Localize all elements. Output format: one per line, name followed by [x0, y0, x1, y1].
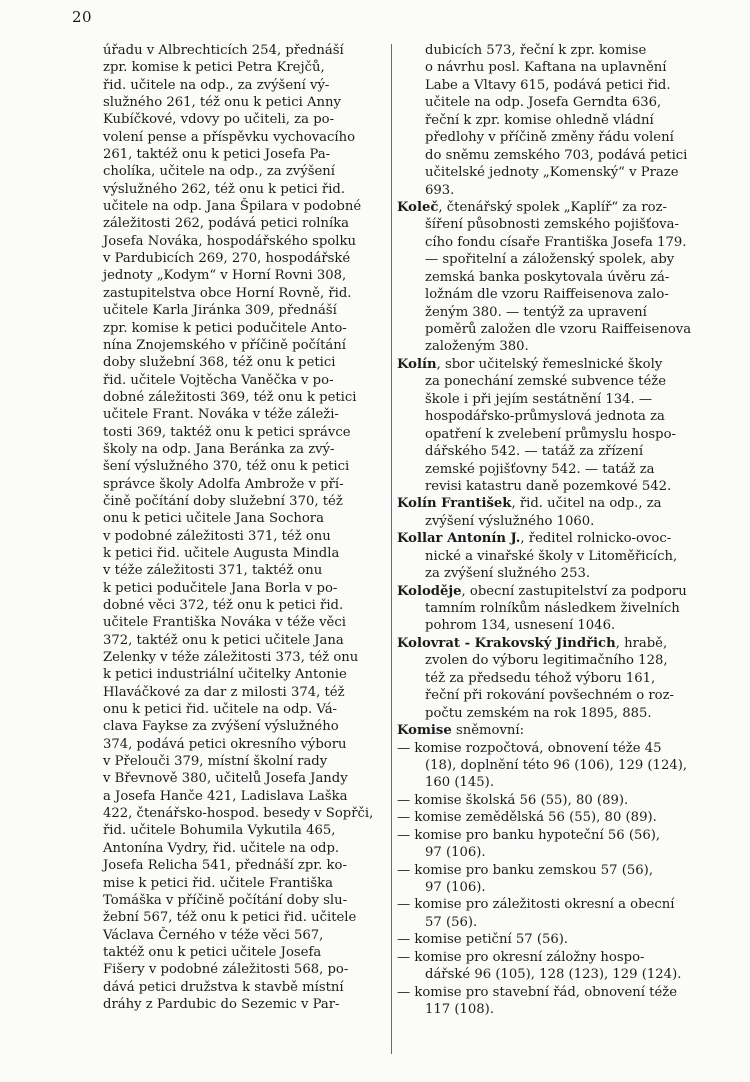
text-line: výslužného 262, též onu k petici řid. — [103, 181, 346, 197]
headword: Kolín — [397, 356, 437, 372]
text-line: zvolen do výboru legitimačního 128, — [425, 653, 668, 669]
text-line: — komise pro banku zemskou 57 (56), — [397, 862, 654, 878]
text-line: řid. učitele Bohumila Vykutila 465, — [103, 823, 336, 839]
text-line: učitele na odp. Josefa Gerndta 636, — [425, 95, 662, 111]
headword: Koleč — [397, 199, 439, 215]
headword: Kollar Antonín J. — [397, 531, 521, 547]
text-line: — komise pro záležitosti okresní a obecní — [397, 897, 675, 913]
text-line: k petici industriální učitelky Antonie — [103, 667, 347, 683]
column-divider — [391, 44, 392, 1054]
text-line: cího fondu císaře Františka Josefa 179. — [425, 234, 687, 250]
text-line: 117 (108). — [425, 1002, 495, 1018]
index-entry-heading: Kolovrat - Krakovský Jindřich, hrabě, — [397, 635, 668, 651]
text-line: 160 (145). — [425, 775, 495, 791]
text-line: úřadu v Albrechticích 254, přednáší — [103, 43, 344, 58]
text-line: do sněmu zemského 703, podává petici — [425, 147, 688, 163]
headword: Kolovrat - Krakovský Jindřich — [397, 635, 616, 651]
text-line: založeným 380. — [425, 339, 529, 355]
index-entry-heading: Kolín, sbor učitelský řemeslnické školy — [397, 356, 663, 372]
text-line: onu k petici učitele Jana Sochora — [103, 511, 324, 527]
text-line: ženým 380. — tentýž za upravení — [425, 304, 647, 320]
text-line: k petici řid. učitele Augusta Mindla — [103, 545, 340, 561]
text-line: v Pardubicích 269, 270, hospodářské — [103, 251, 351, 267]
headword: Komise — [397, 723, 452, 739]
text-line: 97 (106). — [425, 880, 486, 895]
text-line: učitele Františka Nováka v téže věci — [103, 615, 346, 631]
text-line: — komise pro stavební řád, obnovení téže — [397, 984, 678, 1000]
text-line: poměrů založen dle vzoru Raiffeisenova — [425, 322, 692, 337]
text-line: zpr. komise k petici Petra Krejčů, — [103, 60, 325, 76]
index-entry-heading: Kolín František, řid. učitel na odp., za — [397, 496, 662, 512]
index-entry-heading: Koloděje, obecní zastupitelství za podporu — [397, 583, 687, 599]
text-line: zastupitelstva obce Horní Rovně, řid. — [103, 285, 352, 301]
text-line: k petici podučitele Jana Borla v po- — [103, 580, 338, 596]
text-line: řeční k zpr. komise ohledně vládní — [425, 112, 654, 128]
index-entry-heading: Komise sněmovní: — [397, 723, 525, 739]
text-line: záležitosti 262, podává petici rolníka — [103, 216, 350, 232]
headword: Koloděje — [397, 583, 462, 599]
text-line: o návrhu posl. Kaftana na uplavnění — [425, 60, 667, 76]
text-line: šíření působnosti zemského pojišťova- — [425, 217, 679, 233]
text-line: v Břevnově 380, učitelů Josefa Jandy — [103, 771, 348, 787]
text-line: za zvýšení služného 253. — [425, 566, 591, 582]
text-line: — komise petiční 57 (56). — [397, 932, 569, 948]
text-line: 693. — [425, 182, 455, 198]
text-line: volení pense a příspěvku vychovacího — [103, 129, 356, 145]
text-line: řeční při rokování povšechném o roz- — [425, 688, 674, 704]
text-line: 372, taktéž onu k petici učitele Jana — [103, 632, 344, 648]
text-line: Antonína Vydry, řid. učitele na odp. — [103, 840, 340, 856]
text-line: v Přelouči 379, místní školní rady — [103, 754, 328, 770]
text-line: školy na odp. Jana Beránka za zvý- — [103, 441, 335, 457]
text-line: správce školy Adolfa Ambrože v pří- — [103, 476, 344, 492]
text-line: jednoty „Kodym“ v Horní Rovni 308, — [103, 268, 347, 284]
text-line: předlohy v příčině změny řádu volení — [425, 130, 674, 146]
text-line: zvýšení výslužného 1060. — [425, 513, 595, 529]
text-line: tamním rolníkům následkem živelních — [425, 601, 680, 616]
headword: Kolín František — [397, 496, 512, 512]
text-line: Labe a Vltavy 615, podává petici řid. — [425, 77, 671, 93]
text-line: opatření k zvelebení průmyslu hospo- — [425, 426, 677, 442]
text-line: — komise zemědělská 56 (55), 80 (89). — [397, 810, 657, 826]
text-line: řid. učitele na odp., za zvýšení vý- — [103, 77, 330, 93]
text-line: šení výslužného 370, též onu k petici — [103, 459, 350, 475]
text-line: dubicích 573, řeční k zpr. komise — [425, 43, 647, 58]
text-line: dářského 542. — tatáž za zřízení — [425, 444, 644, 460]
text-line: 422, čtenářsko-hospod. besedy v Sopřči, — [103, 806, 374, 822]
text-line: 57 (56). — [425, 914, 478, 930]
text-line: počtu zemském na rok 1895, 885. — [425, 705, 652, 721]
text-line: nína Znojemského v příčině počítání — [103, 337, 346, 353]
text-line: Václava Černého v téže věci 567, — [103, 927, 324, 943]
text-line: mise k petici řid. učitele Františka — [103, 875, 333, 891]
text-line: hospodářsko-průmyslová jednota za — [425, 409, 665, 425]
text-line: za ponechání zemské subvence téže — [425, 374, 667, 390]
text-line: 261, taktéž onu k petici Josefa Pa- — [103, 147, 331, 163]
right-column — [397, 42, 717, 1019]
text-line: čině počítání doby služební 370, též — [103, 493, 343, 509]
text-line: dává petici družstva k stavbě místní — [103, 979, 344, 995]
text-line: 97 (106). — [425, 845, 486, 861]
text-line: Kubíčkové, vdovy po učiteli, za po- — [103, 112, 335, 128]
text-line: — spořitelní a záloženský spolek, aby — [425, 252, 675, 268]
text-line: v podobné záležitosti 371, též onu — [103, 528, 331, 544]
text-line: — komise školská 56 (55), 80 (89). — [397, 792, 629, 808]
text-line: 374, podává petici okresního výboru — [103, 736, 347, 752]
text-line: ložnám dle vzoru Raiffeisenova zalo- — [425, 287, 669, 303]
text-line: též za předsedu téhož výboru 161, — [425, 670, 656, 686]
text-line: — komise pro okresní záložny hospo- — [397, 949, 645, 965]
text-line: učitelské jednoty „Komenský“ v Praze — [425, 165, 679, 181]
text-line: učitele Karla Jiránka 309, přednáší — [103, 303, 337, 319]
text-line: učitele Frant. Nováka v téže záleži- — [103, 407, 339, 423]
text-line: doby služební 368, též onu k petici — [103, 355, 336, 371]
text-line: onu k petici řid. učitele na odp. Vá- — [103, 702, 338, 718]
text-line: (18), doplnění této 96 (106), 129 (124), — [425, 757, 688, 773]
text-line: nické a vinařské školy v Litoměřicích, — [425, 548, 678, 564]
text-line: škole i při jejím sestátnění 134. — — [425, 391, 653, 407]
text-line: Hlaváčkové za dar z milosti 374, též — [103, 684, 345, 700]
text-line: zemská banka poskytovala úvěru zá- — [425, 269, 670, 285]
text-line: a Josefa Hanče 421, Ladislava Laška — [103, 788, 348, 804]
text-line: Fišery v podobné záležitosti 568, po- — [103, 962, 349, 978]
text-line: — komise rozpočtová, obnovení téže 45 — [397, 740, 662, 756]
index-entry-heading: Koleč, čtenářský spolek „Kaplíř“ za roz- — [397, 199, 668, 215]
text-line: žební 567, též onu k petici řid. učitele — [103, 910, 357, 926]
text-line: služného 261, též onu k petici Anny — [103, 95, 341, 111]
text-line: Tomáška v příčině počítání doby slu- — [103, 892, 348, 908]
text-line: řid. učitele Vojtěcha Vaněčka v po- — [103, 372, 334, 388]
text-line: taktéž onu k petici učitele Josefa — [103, 944, 322, 960]
text-line: clava Faykse za zvýšení výslužného — [103, 719, 339, 735]
text-line: pohrom 134, usnesení 1046. — [425, 618, 616, 634]
text-line: Zelenky v téže záležitosti 373, též onu — [103, 650, 359, 666]
text-line: tosti 369, taktéž onu k petici správce — [103, 424, 351, 440]
text-line: revisi katastru daně pozemkové 542. — [425, 478, 672, 494]
text-line: Josefa Nováka, hospodářského spolku — [103, 233, 356, 249]
page-number: 20 — [72, 8, 93, 26]
text-line: cholíka, učitele na odp., za zvýšení — [103, 164, 335, 180]
text-line: v téže záležitosti 371, taktéž onu — [103, 563, 323, 579]
text-line: zpr. komise k petici podučitele Anto- — [103, 320, 347, 336]
text-line: dobné věci 372, též onu k petici řid. — [103, 598, 344, 613]
text-line: dářské 96 (105), 128 (123), 129 (124). — [425, 967, 682, 983]
text-line: Josefa Relicha 541, přednáší zpr. ko- — [103, 858, 347, 874]
text-line: učitele na odp. Jana Špilara v podobné — [103, 199, 362, 215]
text-line: zemské pojišťovny 542. — tatáž za — [425, 461, 655, 477]
text-line: dráhy z Pardubic do Sezemic v Par- — [103, 996, 340, 1012]
index-entry-heading: Kollar Antonín J., ředitel rolnicko-ovoc- — [397, 531, 672, 547]
text-line: dobné záležitosti 369, též onu k petici — [103, 389, 357, 405]
text-line: — komise pro banku hypoteční 56 (56), — [397, 827, 661, 843]
left-column — [103, 42, 389, 1013]
